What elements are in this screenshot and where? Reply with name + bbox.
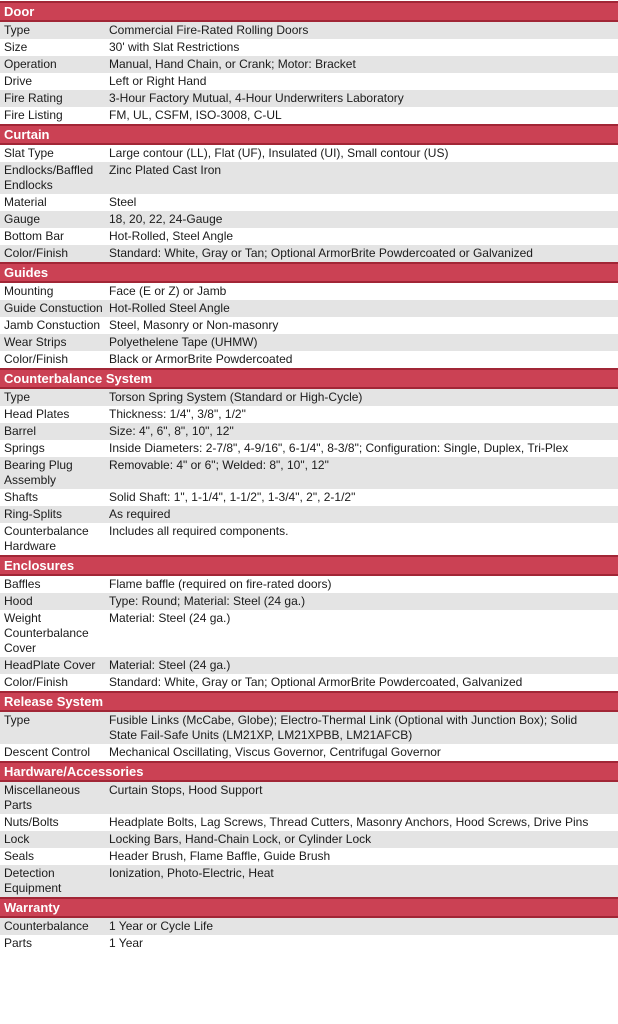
spec-value: Curtain Stops, Hood Support <box>109 783 263 797</box>
spec-row <box>0 918 618 935</box>
spec-label: Counterbalance Hardware <box>4 524 89 553</box>
section-header: Enclosures <box>0 555 618 576</box>
spec-label: Miscellaneous Parts <box>4 783 81 812</box>
spec-label: Color/Finish <box>4 352 69 366</box>
spec-row <box>0 317 618 334</box>
spec-row <box>0 73 618 90</box>
spec-row <box>0 848 618 865</box>
spec-label: Color/Finish <box>4 675 69 689</box>
spec-value: 3-Hour Factory Mutual, 4-Hour Underwriters Laboratory <box>109 91 404 105</box>
spec-value: Standard: White, Gray or Tan; Optional ArmorBrite Powdercoated, Galvanized <box>109 675 523 689</box>
spec-section <box>0 897 618 952</box>
spec-label: Slat Type <box>4 146 54 160</box>
spec-value: Fusible Links (McCabe, Globe); Electro-Thermal Link (Optional with Junction Box); Solid State Fail-Safe Units (LM21XP, LM21XPBB, LM21AFCB) <box>109 713 578 742</box>
spec-row <box>0 831 618 848</box>
spec-section <box>0 691 618 761</box>
spec-value: Includes all required components. <box>109 524 289 538</box>
spec-label: Barrel <box>4 424 37 438</box>
spec-value: Thickness: 1/4", 3/8", 1/2" <box>109 407 246 421</box>
spec-value: Commercial Fire-Rated Rolling Doors <box>109 23 309 37</box>
spec-row <box>0 162 618 194</box>
section-header: Release System <box>0 691 618 712</box>
spec-section <box>0 368 618 555</box>
spec-row <box>0 351 618 368</box>
spec-row <box>0 935 618 952</box>
spec-value: Solid Shaft: 1", 1-1/4", 1-1/2", 1-3/4", 2", 2-1/2" <box>109 490 356 504</box>
spec-row <box>0 56 618 73</box>
spec-label: Shafts <box>4 490 39 504</box>
spec-value: Header Brush, Flame Baffle, Guide Brush <box>109 849 331 863</box>
spec-label: Gauge <box>4 212 41 226</box>
spec-value: Steel <box>109 195 137 209</box>
spec-row <box>0 406 618 423</box>
section-header: Hardware/Accessories <box>0 761 618 782</box>
spec-label: Fire Rating <box>4 91 63 105</box>
spec-value: Polyethelene Tape (UHMW) <box>109 335 258 349</box>
spec-label: Wear Strips <box>4 335 67 349</box>
spec-label: Guide Constuction <box>4 301 103 315</box>
spec-row <box>0 423 618 440</box>
spec-label: Mounting <box>4 284 54 298</box>
spec-row <box>0 39 618 56</box>
section-header: Counterbalance System <box>0 368 618 389</box>
spec-label: Bottom Bar <box>4 229 65 243</box>
spec-section <box>0 1 618 124</box>
spec-label: HeadPlate Cover <box>4 658 96 672</box>
spec-row <box>0 245 618 262</box>
spec-value: Locking Bars, Hand-Chain Lock, or Cylinder Lock <box>109 832 372 846</box>
spec-value: Black or ArmorBrite Powdercoated <box>109 352 293 366</box>
spec-value: As required <box>109 507 171 521</box>
spec-label: Detection Equipment <box>4 866 62 895</box>
spec-row <box>0 814 618 831</box>
spec-row <box>0 657 618 674</box>
spec-row <box>0 782 618 814</box>
spec-value: Large contour (LL), Flat (UF), Insulated (UI), Small contour (US) <box>109 146 449 160</box>
spec-label: Color/Finish <box>4 246 69 260</box>
spec-label: Drive <box>4 74 33 88</box>
spec-label: Weight Counterbalance Cover <box>4 611 89 655</box>
spec-label: Type <box>4 390 31 404</box>
spec-row <box>0 576 618 593</box>
spec-row <box>0 712 618 744</box>
spec-label: Bearing Plug Assembly <box>4 458 73 487</box>
spec-value: Manual, Hand Chain, or Crank; Motor: Bracket <box>109 57 356 71</box>
spec-value: Standard: White, Gray or Tan; Optional ArmorBrite Powdercoated or Galvanized <box>109 246 533 260</box>
spec-row <box>0 865 618 897</box>
spec-value: FM, UL, CSFM, ISO-3008, C-UL <box>109 108 282 122</box>
spec-row <box>0 440 618 457</box>
spec-row <box>0 610 618 657</box>
spec-label: Size <box>4 40 28 54</box>
spec-row <box>0 334 618 351</box>
spec-label: Head Plates <box>4 407 70 421</box>
spec-value: Hot-Rolled, Steel Angle <box>109 229 234 243</box>
spec-row <box>0 194 618 211</box>
spec-section <box>0 124 618 262</box>
spec-row <box>0 107 618 124</box>
spec-value: 1 Year or Cycle Life <box>109 919 214 933</box>
spec-label: Hood <box>4 594 33 608</box>
spec-value: Face (E or Z) or Jamb <box>109 284 227 298</box>
spec-value: Material: Steel (24 ga.) <box>109 611 231 625</box>
spec-row <box>0 523 618 555</box>
section-header: Warranty <box>0 897 618 918</box>
spec-row <box>0 145 618 162</box>
spec-value: Hot-Rolled Steel Angle <box>109 301 230 315</box>
spec-section <box>0 761 618 897</box>
spec-value: 30' with Slat Restrictions <box>109 40 240 54</box>
spec-label: Material <box>4 195 47 209</box>
spec-label: Type <box>4 23 31 37</box>
spec-value: Steel, Masonry or Non-masonry <box>109 318 279 332</box>
spec-label: Seals <box>4 849 35 863</box>
spec-value: Size: 4", 6", 8", 10", 12" <box>109 424 234 438</box>
section-header: Guides <box>0 262 618 283</box>
spec-section <box>0 262 618 368</box>
spec-row <box>0 593 618 610</box>
spec-row <box>0 489 618 506</box>
spec-row <box>0 744 618 761</box>
spec-label: Ring-Splits <box>4 507 63 521</box>
spec-row <box>0 506 618 523</box>
spec-label: Baffles <box>4 577 41 591</box>
spec-label: Lock <box>4 832 30 846</box>
spec-label: Nuts/Bolts <box>4 815 59 829</box>
spec-row <box>0 674 618 691</box>
spec-label: Type <box>4 713 31 727</box>
spec-value: Ionization, Photo-Electric, Heat <box>109 866 274 880</box>
section-header: Curtain <box>0 124 618 145</box>
spec-label: Endlocks/Baffled Endlocks <box>4 163 94 192</box>
spec-value: Zinc Plated Cast Iron <box>109 163 222 177</box>
spec-value: Headplate Bolts, Lag Screws, Thread Cutters, Masonry Anchors, Hood Screws, Drive Pins <box>109 815 589 829</box>
spec-value: Flame baffle (required on fire-rated doors) <box>109 577 332 591</box>
spec-row <box>0 389 618 406</box>
spec-value: 1 Year <box>109 936 144 950</box>
spec-row <box>0 457 618 489</box>
spec-label: Operation <box>4 57 57 71</box>
spec-value: Left or Right Hand <box>109 74 207 88</box>
spec-label: Fire Listing <box>4 108 63 122</box>
spec-row <box>0 22 618 39</box>
spec-row <box>0 228 618 245</box>
spec-section <box>0 555 618 691</box>
spec-value: Material: Steel (24 ga.) <box>109 658 231 672</box>
spec-row <box>0 283 618 300</box>
spec-label: Springs <box>4 441 45 455</box>
spec-value: Type: Round; Material: Steel (24 ga.) <box>109 594 306 608</box>
spec-label: Jamb Constuction <box>4 318 101 332</box>
spec-row <box>0 90 618 107</box>
spec-value: Torson Spring System (Standard or High-Cycle) <box>109 390 363 404</box>
spec-label: Counterbalance <box>4 919 89 933</box>
section-header: Door <box>0 1 618 22</box>
spec-row <box>0 211 618 228</box>
spec-value: 18, 20, 22, 24-Gauge <box>109 212 223 226</box>
spec-table <box>0 1 618 952</box>
spec-label: Descent Control <box>4 745 91 759</box>
spec-value: Inside Diameters: 2-7/8", 4-9/16", 6-1/4", 8-3/8"; Configuration: Single, Duplex, Tri-Plex <box>109 441 569 455</box>
spec-row <box>0 300 618 317</box>
spec-label: Parts <box>4 936 33 950</box>
spec-value: Removable: 4" or 6"; Welded: 8", 10", 12" <box>109 458 329 472</box>
spec-value: Mechanical Oscillating, Viscus Governor, Centrifugal Governor <box>109 745 441 759</box>
